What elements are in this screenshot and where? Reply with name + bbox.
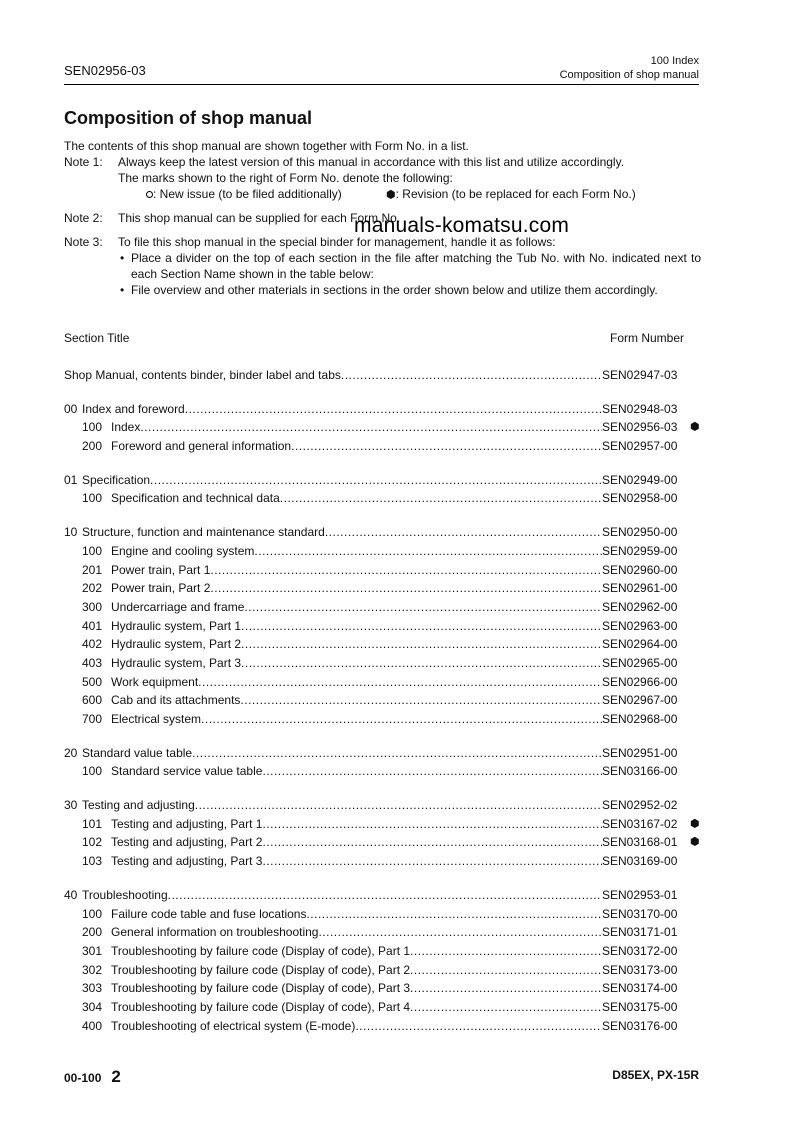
row-form-number: SEN02948-03 xyxy=(602,401,678,416)
row-number: 100 xyxy=(82,764,103,779)
bullet-1-text: Place a divider on the top of each section in the file after matching the Tub No. with No. indicated next to each Section Name shown in the table below: xyxy=(131,251,701,281)
table-row xyxy=(64,905,714,924)
row-title-leader xyxy=(82,489,602,507)
intro-line: The contents of this shop manual are shown together with Form No. in a list. xyxy=(64,139,469,153)
row-title: Hydraulic system, Part 2 xyxy=(111,637,242,652)
table-row xyxy=(64,833,714,852)
row-number: 402 xyxy=(82,637,103,652)
table-row xyxy=(64,489,714,508)
toc-group xyxy=(64,366,714,385)
note-3-bullet-2 xyxy=(64,282,704,298)
note-1-sub xyxy=(64,170,704,186)
footer-model: D85EX, PX-15R xyxy=(612,1068,699,1082)
table-row xyxy=(64,635,714,654)
row-title-leader xyxy=(64,523,602,541)
row-form-number: SEN02957-00 xyxy=(602,439,678,454)
row-title-leader xyxy=(82,762,602,780)
header-subtitle: Composition of shop manual xyxy=(559,69,699,81)
row-title-leader xyxy=(82,923,602,941)
toc-group xyxy=(64,523,714,729)
note-2-text: This shop manual can be supplied for each Form No. xyxy=(118,211,401,225)
row-title: Foreword and general information xyxy=(111,439,292,454)
row-form-number: SEN03166-00 xyxy=(602,764,678,779)
row-title-leader xyxy=(82,905,602,923)
toc-group xyxy=(64,886,714,1036)
table-row xyxy=(64,710,714,729)
row-title-leader xyxy=(64,400,602,418)
row-form-number: SEN02964-00 xyxy=(602,637,678,652)
new-issue-text: : New issue (to be filed additionally) xyxy=(153,187,342,201)
table-row xyxy=(64,961,714,980)
row-title: General information on troubleshooting xyxy=(111,925,319,940)
row-title: Index xyxy=(111,420,141,435)
row-number: 403 xyxy=(82,655,103,670)
note-2-label: Note 2: xyxy=(64,211,103,225)
table-row xyxy=(64,744,714,763)
row-title: Troubleshooting by failure code (Display of code), Part 2 xyxy=(111,962,411,977)
revision-legend xyxy=(386,186,636,203)
row-title: Troubleshooting xyxy=(82,887,168,902)
row-title-leader xyxy=(64,796,602,814)
table-row xyxy=(64,366,714,385)
row-number: 300 xyxy=(82,599,103,614)
row-form-number: SEN02947-03 xyxy=(602,368,678,382)
toc-group xyxy=(64,796,714,871)
row-number: 202 xyxy=(82,581,103,596)
revision-mark-icon: ⬢ xyxy=(386,189,396,201)
table-row xyxy=(64,542,714,561)
row-title-leader xyxy=(82,673,602,691)
table-row xyxy=(64,998,714,1017)
row-form-number: SEN02968-00 xyxy=(602,712,678,726)
row-number: 30 xyxy=(64,798,78,813)
table-row xyxy=(64,1017,714,1036)
note-1-label: Note 1: xyxy=(64,155,103,169)
row-title: Testing and adjusting, Part 3 xyxy=(111,854,263,869)
row-number: 200 xyxy=(82,925,103,940)
row-number: 500 xyxy=(82,674,103,689)
row-title: Shop Manual, contents binder, binder label and tabs xyxy=(64,368,341,382)
row-title-leader xyxy=(82,437,602,455)
marks-legend xyxy=(64,186,704,202)
row-title: Undercarriage and frame xyxy=(111,599,245,614)
row-form-number: SEN03172-00 xyxy=(602,943,678,958)
row-title: Electrical system xyxy=(111,712,202,726)
row-form-number: SEN03174-00 xyxy=(602,981,678,996)
table-header xyxy=(64,331,684,345)
bullet-icon: • xyxy=(120,251,125,265)
row-title-leader xyxy=(82,617,602,635)
row-title: Specification and technical data xyxy=(111,491,280,506)
row-form-number: SEN02958-00 xyxy=(602,491,678,506)
row-number: 100 xyxy=(82,543,103,558)
row-form-number: SEN02962-00 xyxy=(602,599,678,614)
table-row xyxy=(64,437,714,456)
row-title-leader xyxy=(82,942,602,960)
note-1-sub-text: The marks shown to the right of Form No. denote the following: xyxy=(118,171,453,185)
row-number: 103 xyxy=(82,854,103,869)
row-form-number: SEN03168-01 xyxy=(602,835,678,850)
row-title-leader xyxy=(82,691,602,709)
row-title-leader xyxy=(82,654,602,672)
row-title: Structure, function and maintenance standard xyxy=(82,525,325,540)
row-number: 200 xyxy=(82,439,103,454)
revision-mark-icon: ⬢ xyxy=(690,817,700,830)
note-1-text: Always keep the latest version of this manual in accordance with this list and utilize accordingly. xyxy=(118,155,625,169)
row-title: Cab and its attachments xyxy=(111,693,241,708)
table-row xyxy=(64,796,714,815)
col-form-number: Form Number xyxy=(609,331,684,345)
row-form-number: SEN03173-00 xyxy=(602,962,678,977)
watermark: manuals-komatsu.com xyxy=(354,214,570,237)
row-title-leader xyxy=(64,886,602,904)
row-title-leader xyxy=(82,1017,602,1035)
row-title: Specification xyxy=(82,472,151,487)
row-form-number: SEN02950-00 xyxy=(602,525,678,540)
bullet-icon: • xyxy=(120,283,125,297)
toc-group xyxy=(64,744,714,781)
table-row xyxy=(64,815,714,834)
row-title: Troubleshooting of electrical system (E-mode) xyxy=(111,1018,356,1033)
row-form-number: SEN02956-03 xyxy=(602,420,678,435)
row-title: Hydraulic system, Part 3 xyxy=(111,655,242,670)
row-title-leader xyxy=(82,815,602,833)
revision-text: : Revision (to be replaced for each Form No.) xyxy=(395,187,636,201)
row-form-number: SEN03171-01 xyxy=(602,925,678,940)
revision-mark-icon: ⬢ xyxy=(690,836,700,849)
row-title: Work equipment xyxy=(111,674,199,689)
table-row xyxy=(64,886,714,905)
row-number: 301 xyxy=(82,943,103,958)
row-title-leader xyxy=(82,598,602,616)
note-3-bullet-1 xyxy=(64,250,704,282)
toc-group xyxy=(64,400,714,456)
row-form-number: SEN02953-01 xyxy=(602,887,678,902)
row-form-number: SEN02959-00 xyxy=(602,543,678,558)
note-3-label: Note 3: xyxy=(64,235,103,249)
row-number: 100 xyxy=(82,491,103,506)
row-title-leader xyxy=(82,418,602,436)
row-form-number: SEN02967-00 xyxy=(602,693,678,708)
toc-group xyxy=(64,471,714,508)
row-title: Testing and adjusting, Part 1 xyxy=(111,816,263,831)
table-row xyxy=(64,691,714,710)
col-section-title: Section Title xyxy=(64,331,130,345)
note-1 xyxy=(64,154,704,170)
row-title: Troubleshooting by failure code (Display of code), Part 1 xyxy=(111,943,411,958)
row-number: 201 xyxy=(82,562,103,577)
row-number: 40 xyxy=(64,887,78,902)
row-number: 700 xyxy=(82,712,103,726)
row-title: Standard service value table xyxy=(111,764,263,779)
table-row xyxy=(64,418,714,437)
row-number: 600 xyxy=(82,693,103,708)
row-title-leader xyxy=(82,710,602,728)
row-number: 303 xyxy=(82,981,103,996)
table-row xyxy=(64,400,714,419)
header-doc-id: SEN02956-03 xyxy=(64,63,146,78)
row-title: Testing and adjusting xyxy=(82,798,195,813)
toc-table xyxy=(64,366,714,1050)
row-title: Troubleshooting by failure code (Display of code), Part 3 xyxy=(111,981,411,996)
row-title-leader xyxy=(64,471,602,489)
note-3-text: To file this shop manual in the special binder for management, handle it as follows: xyxy=(118,235,556,249)
row-number: 302 xyxy=(82,962,103,977)
row-title: Troubleshooting by failure code (Display of code), Part 4 xyxy=(111,999,411,1014)
row-title: Power train, Part 2 xyxy=(111,581,211,596)
row-title: Hydraulic system, Part 1 xyxy=(111,618,242,633)
table-row xyxy=(64,923,714,942)
row-number: 20 xyxy=(64,745,78,760)
row-form-number: SEN03169-00 xyxy=(602,854,678,869)
open-circle-icon xyxy=(146,191,153,198)
row-title-leader xyxy=(82,579,602,597)
row-number: 102 xyxy=(82,835,103,850)
row-number: 00 xyxy=(64,401,78,416)
table-row xyxy=(64,471,714,490)
footer-page xyxy=(64,1067,121,1087)
row-title-leader xyxy=(82,961,602,979)
row-form-number: SEN03167-02 xyxy=(602,816,678,831)
row-form-number: SEN03170-00 xyxy=(602,906,678,921)
footer-page-prefix: 00-100 xyxy=(64,1071,102,1085)
row-number: 401 xyxy=(82,618,103,633)
row-title-leader xyxy=(82,979,602,997)
row-number: 10 xyxy=(64,525,78,540)
row-form-number: SEN02965-00 xyxy=(602,655,678,670)
footer-page-number: 2 xyxy=(111,1067,121,1086)
header-section: 100 Index xyxy=(650,55,699,67)
row-number: 01 xyxy=(64,472,78,487)
table-row xyxy=(64,561,714,580)
table-row xyxy=(64,762,714,781)
table-row xyxy=(64,673,714,692)
row-number: 304 xyxy=(82,999,103,1014)
row-form-number: SEN03175-00 xyxy=(602,999,678,1014)
table-row xyxy=(64,598,714,617)
bullet-2-text: File overview and other materials in sections in the order shown below and utilize them accordingly. xyxy=(131,283,658,297)
row-number: 400 xyxy=(82,1018,103,1033)
row-title-leader xyxy=(82,833,602,851)
row-number: 100 xyxy=(82,420,103,435)
row-number: 101 xyxy=(82,816,103,831)
table-row xyxy=(64,579,714,598)
header-divider xyxy=(64,84,699,85)
table-row xyxy=(64,654,714,673)
row-form-number: SEN02951-00 xyxy=(602,745,678,760)
row-form-number: SEN02966-00 xyxy=(602,674,678,689)
row-title: Standard value table xyxy=(82,745,193,760)
row-title-leader xyxy=(82,635,602,653)
table-row xyxy=(64,942,714,961)
row-form-number: SEN02960-00 xyxy=(602,562,678,577)
table-row xyxy=(64,523,714,542)
row-form-number: SEN02949-00 xyxy=(602,472,678,487)
page-title: Composition of shop manual xyxy=(64,108,312,128)
table-row xyxy=(64,617,714,636)
revision-mark-icon: ⬢ xyxy=(690,421,700,434)
row-title: Testing and adjusting, Part 2 xyxy=(111,835,263,850)
row-number: 100 xyxy=(82,906,103,921)
row-title-leader xyxy=(82,852,602,870)
row-form-number: SEN03176-00 xyxy=(602,1018,678,1033)
table-row xyxy=(64,979,714,998)
new-issue-legend xyxy=(146,186,342,202)
row-form-number: SEN02952-02 xyxy=(602,798,678,813)
row-title-leader xyxy=(64,366,602,384)
row-title: Index and foreword xyxy=(82,401,185,416)
row-title: Engine and cooling system xyxy=(111,543,255,558)
row-title-leader xyxy=(82,542,602,560)
row-title-leader xyxy=(64,744,602,762)
row-form-number: SEN02961-00 xyxy=(602,581,678,596)
row-title: Failure code table and fuse locations xyxy=(111,906,307,921)
row-title-leader xyxy=(82,561,602,579)
row-form-number: SEN02963-00 xyxy=(602,618,678,633)
row-title-leader xyxy=(82,998,602,1016)
header-right xyxy=(560,54,699,82)
row-title: Power train, Part 1 xyxy=(111,562,211,577)
table-row xyxy=(64,852,714,871)
